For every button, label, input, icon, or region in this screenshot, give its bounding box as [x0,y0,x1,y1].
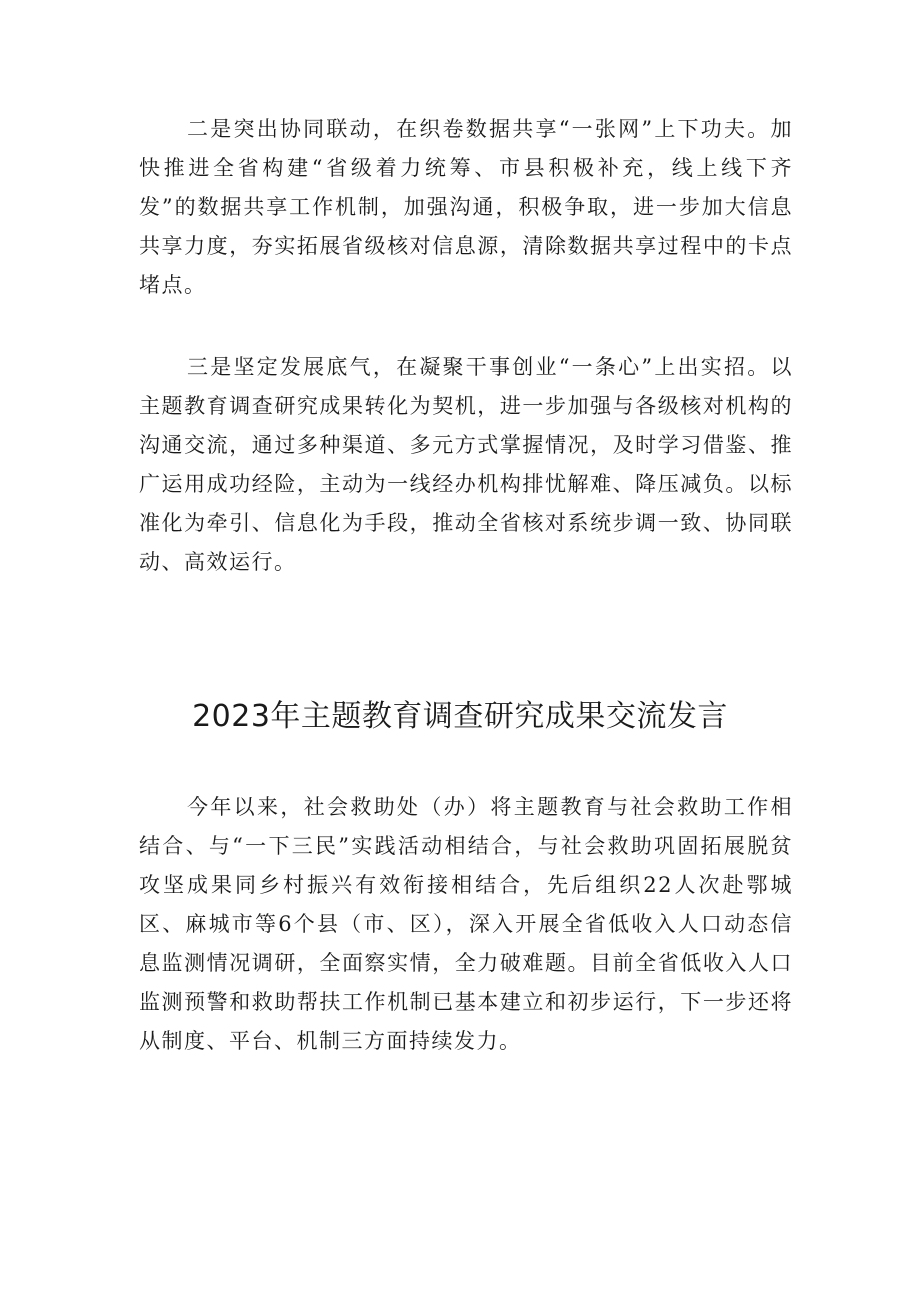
section-title: 2023年主题教育调查研究成果交流发言 [192,699,728,734]
body-paragraph: 三是坚定发展底气，在凝聚干事创业“一条心”上出实招。以主题教育调查研究成果转化为契机，进一步加强与各级核对机构的沟通交流，通过多种渠道、多元方式掌握情况，及时学习借鉴、推广运用成功经险，主动为一线经办机构排忧解难、降压减负。以标准化为牵引、信息化为手段，推动全省核对系统步调一致、协同联动、高效运行。 [139,355,793,574]
body-paragraph: 今年以来，社会救助处（办）将主题教育与社会救助工作相结合、与“一下三民”实践活动相结合，与社会救助巩固拓展脱贫攻坚成果同乡村振兴有效衔接相结合，先后组织22人次赴鄂城区、麻城市等6个县（市、区），深入开展全省低收入人口动态信息监测情况调研，全面察实情，全力破难题。目前全省低收入人口监测预警和救助帮扶工作机制已基本建立和初步运行，下一步还将从制度、平台、机制三方面持续发力。 [139,795,793,1053]
body-paragraph: 二是突出协同联动，在织卷数据共享“一张网”上下功夫。加快推进全省构建“省级着力统筹、市县积极补充，线上线下齐发”的数据共享工作机制，加强沟通，积极争取，进一步加大信息共享力度，夯实拓展省级核对信息源，清除数据共享过程中的卡点堵点。 [139,117,793,297]
